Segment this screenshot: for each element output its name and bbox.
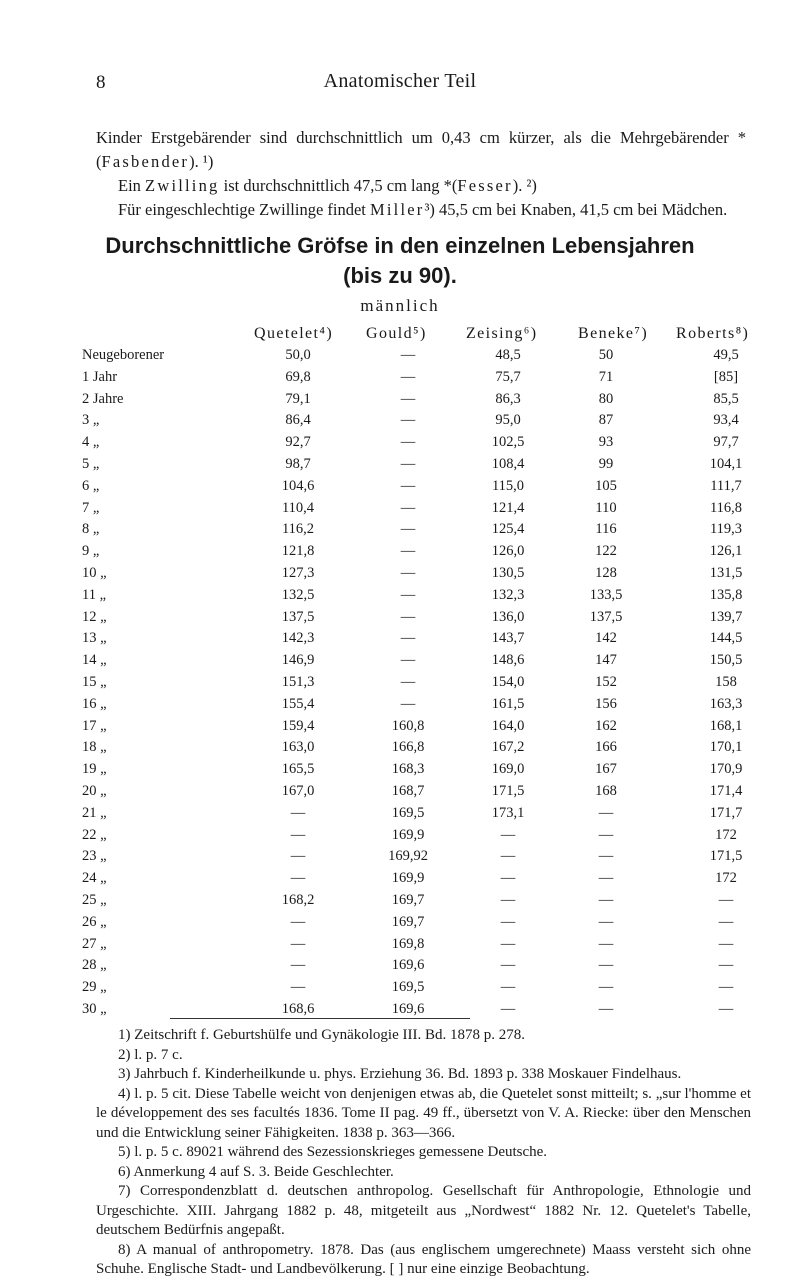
cell-zeising: 148,6	[491, 652, 525, 669]
cell-age: 29 „	[82, 979, 107, 996]
cell-quetelet: 110,4	[281, 499, 315, 516]
cell-beneke: 80	[598, 390, 614, 407]
cell-gould: —	[400, 412, 416, 429]
cell-quetelet: 92,7	[285, 434, 311, 451]
cell-quetelet: 165,5	[281, 761, 315, 778]
cell-age: 2 Jahre	[82, 390, 124, 407]
table-row	[0, 869, 800, 891]
table-row	[0, 782, 800, 804]
table-row	[0, 891, 800, 913]
cell-gould: 168,7	[391, 782, 425, 799]
table-row	[0, 804, 800, 826]
cell-roberts: 85,5	[713, 390, 739, 407]
table-row	[0, 738, 800, 760]
cell-gould: 169,6	[391, 1000, 425, 1017]
cell-zeising: —	[500, 979, 516, 996]
cell-zeising: 75,7	[495, 368, 521, 385]
cell-age: 13 „	[82, 630, 107, 647]
cell-age: 15 „	[82, 673, 107, 690]
cell-beneke: 133,5	[589, 586, 623, 603]
cell-beneke: 156	[595, 695, 617, 712]
cell-roberts: —	[718, 957, 734, 974]
cell-roberts: 139,7	[709, 608, 743, 625]
cell-gould: —	[400, 390, 416, 407]
footnote: 1) Zeitschrift f. Geburtshülfe und Gynäkologie III. Bd. 1878 p. 278.	[118, 1027, 525, 1043]
table-row	[0, 673, 800, 695]
cell-beneke: 99	[598, 455, 614, 472]
cell-quetelet: —	[290, 957, 306, 974]
page-number: 8	[96, 72, 106, 93]
cell-gould: —	[400, 673, 416, 690]
cell-gould: 169,92	[388, 848, 428, 865]
table-row	[0, 390, 800, 412]
cell-zeising: 95,0	[495, 412, 521, 429]
cell-quetelet: 127,3	[281, 564, 315, 581]
footnote: 5) l. p. 5 c. 89021 während des Sezessionskrieges gemessene Deutsche.	[118, 1144, 548, 1160]
cell-age: 18 „	[82, 739, 107, 756]
cell-gould: —	[400, 499, 416, 516]
cell-gould: 168,3	[391, 761, 425, 778]
cell-zeising: 161,5	[491, 695, 525, 712]
cell-zeising: 102,5	[491, 434, 525, 451]
cell-age: 6 „	[82, 477, 100, 494]
cell-age: 16 „	[82, 695, 107, 712]
cell-gould: 169,6	[391, 957, 425, 974]
cell-zeising: 154,0	[491, 673, 525, 690]
emphasized-term: Zwilling	[145, 176, 220, 195]
cell-zeising: 132,3	[491, 586, 525, 603]
cell-roberts: 158	[715, 673, 737, 690]
cell-zeising: —	[500, 848, 516, 865]
cell-zeising: —	[500, 891, 516, 908]
cell-gould: 166,8	[391, 739, 425, 756]
cell-gould: —	[400, 586, 416, 603]
cell-quetelet: 159,4	[281, 717, 315, 734]
table-row	[0, 826, 800, 848]
cell-zeising: 130,5	[491, 564, 525, 581]
cell-gould: —	[400, 477, 416, 494]
cell-zeising: 121,4	[491, 499, 525, 516]
cell-roberts: 126,1	[709, 543, 743, 560]
cell-quetelet: 168,2	[281, 891, 315, 908]
cell-beneke: —	[598, 848, 614, 865]
cell-gould: 169,5	[391, 979, 425, 996]
footnote: 7) Correspondenzblatt d. deutschen anthropolog. Gesellschaft für Anthropologie, Ethnologie und Urgeschichte. XIII. Jahrgang 1882 p. 48, mitgeteilt aus „Nordwest“ 1882 Nr. 12. Quetelet's Tabelle, deutschem Bedürfnis angepaßt.	[96, 1183, 751, 1238]
height-table-body	[0, 346, 800, 1022]
cell-age: 24 „	[82, 870, 107, 887]
cell-beneke: 142	[595, 630, 617, 647]
cell-roberts: 170,9	[709, 761, 743, 778]
cell-quetelet: 98,7	[285, 455, 311, 472]
table-row	[0, 760, 800, 782]
cell-gould: —	[400, 455, 416, 472]
cell-gould: 160,8	[391, 717, 425, 734]
cell-age: 3 „	[82, 412, 100, 429]
cell-beneke: 167	[595, 761, 617, 778]
footnote: 2) l. p. 7 c.	[118, 1046, 183, 1063]
cell-roberts: 144,5	[709, 630, 743, 647]
cell-zeising: 171,5	[491, 782, 525, 799]
cell-roberts: —	[718, 913, 734, 930]
cell-beneke: 168	[595, 782, 617, 799]
cell-beneke: 110	[595, 499, 617, 516]
cell-zeising: 48,5	[495, 347, 521, 363]
cell-beneke: —	[598, 826, 614, 843]
cell-beneke: 50	[598, 347, 614, 363]
cell-zeising: 115,0	[491, 477, 525, 494]
cell-age: 10 „	[82, 564, 107, 581]
cell-gould: —	[400, 695, 416, 712]
table-row	[0, 542, 800, 564]
cell-beneke: —	[598, 913, 614, 930]
table-row	[0, 651, 800, 673]
running-title: Anatomischer Teil	[323, 70, 477, 92]
cell-age: 5 „	[82, 455, 100, 472]
footnote: 6) Anmerkung 4 auf S. 3. Beide Geschlechter.	[118, 1163, 394, 1180]
cell-zeising: —	[500, 957, 516, 974]
intro-paragraph-2	[96, 174, 746, 198]
cell-age: 22 „	[82, 826, 107, 843]
footnote: 4) l. p. 5 cit. Diese Tabelle weicht von denjenigen etwas ab, die Quetelet sonst mitteilt; s. „sur l'homme et le développement des ses facultés 1836. Tome II pag. 49 ff., übersetzt von V. A. Riecke: über den Menschen und die Entwicklung seiner Fähigkeiten. 1838 p. 363—366.	[96, 1085, 751, 1141]
cell-beneke: 116	[595, 521, 617, 538]
cell-zeising: 126,0	[491, 543, 525, 560]
table-row	[0, 433, 800, 455]
cell-roberts: 119,3	[709, 521, 743, 538]
column-header-zeising: Zeising⁶)	[466, 325, 538, 342]
cell-age: 25 „	[82, 891, 107, 908]
table-row	[0, 368, 800, 390]
cell-gould: 169,9	[391, 826, 425, 843]
table-title	[0, 231, 800, 291]
cell-beneke: 137,5	[589, 608, 623, 625]
cell-age: 20 „	[82, 782, 107, 799]
page-header	[0, 8, 800, 48]
cell-quetelet: 69,8	[285, 368, 311, 385]
cell-gould: 169,7	[391, 891, 425, 908]
author-name: Fasbender	[101, 152, 190, 171]
cell-quetelet: —	[290, 913, 306, 930]
table-title-line-2: (bis zu 90).	[343, 263, 457, 288]
cell-roberts: —	[718, 935, 734, 952]
cell-gould: —	[400, 368, 416, 385]
cell-beneke: —	[598, 935, 614, 952]
cell-roberts: 131,5	[709, 564, 743, 581]
cell-age: 21 „	[82, 804, 107, 821]
intro-text-span: ). ²)	[512, 176, 537, 195]
cell-quetelet: —	[290, 935, 306, 952]
cell-quetelet: 121,8	[281, 543, 315, 560]
cell-quetelet: 168,6	[281, 1000, 315, 1017]
table-row	[0, 520, 800, 542]
cell-roberts: 97,7	[713, 434, 739, 451]
cell-gould: —	[400, 434, 416, 451]
cell-age: 9 „	[82, 543, 100, 560]
cell-quetelet: 132,5	[281, 586, 315, 603]
cell-gould: 169,9	[391, 870, 425, 887]
cell-gould: —	[400, 347, 416, 363]
cell-roberts: 168,1	[709, 717, 743, 734]
cell-zeising: 86,3	[495, 390, 521, 407]
cell-roberts: 171,4	[709, 782, 743, 799]
footnote: 8) A manual of anthropometry. 1878. Das (aus englischem umgerechnete) Maass versteht sich ohne Schuhe. Englische Stadt- und Landbevölkerung. [ ] nur eine einzige Beobachtung.	[96, 1241, 751, 1277]
cell-age: 14 „	[82, 652, 107, 669]
cell-roberts: —	[718, 1000, 734, 1017]
cell-beneke: —	[598, 1000, 614, 1017]
cell-quetelet: 167,0	[281, 782, 315, 799]
column-header-quetelet: Quetelet⁴)	[254, 325, 334, 342]
cell-age: 11 „	[82, 586, 107, 603]
table-row	[0, 455, 800, 477]
cell-roberts: 171,5	[709, 848, 743, 865]
cell-roberts: 163,3	[709, 695, 743, 712]
cell-quetelet: 137,5	[281, 608, 315, 625]
cell-age: 8 „	[82, 521, 100, 538]
table-row	[0, 978, 800, 1000]
cell-zeising: —	[500, 1000, 516, 1017]
intro-text-span: ist durchschnittlich 47,5 cm lang *(	[219, 176, 458, 195]
cell-zeising: 125,4	[491, 521, 525, 538]
column-header-roberts: Roberts⁸)	[676, 325, 750, 342]
cell-beneke: 87	[598, 412, 614, 429]
cell-age: 27 „	[82, 935, 107, 952]
cell-zeising: 108,4	[491, 455, 525, 472]
cell-roberts: —	[718, 979, 734, 996]
cell-beneke: —	[598, 804, 614, 821]
cell-beneke: —	[598, 870, 614, 887]
cell-roberts: —	[718, 891, 734, 908]
cell-beneke: 71	[598, 368, 614, 385]
cell-quetelet: 146,9	[281, 652, 315, 669]
table-row	[0, 629, 800, 651]
cell-age: 19 „	[82, 761, 107, 778]
cell-age: 4 „	[82, 434, 100, 451]
cell-beneke: 147	[595, 652, 617, 669]
table-row	[0, 411, 800, 433]
intro-text-span: Für eingeschlechtige Zwillinge findet	[118, 200, 371, 219]
cell-roberts: 172	[715, 870, 737, 887]
cell-beneke: 152	[595, 673, 617, 690]
cell-gould: 169,7	[391, 913, 425, 930]
cell-gould: —	[400, 652, 416, 669]
cell-quetelet: 142,3	[281, 630, 315, 647]
cell-quetelet: 116,2	[281, 521, 315, 538]
cell-roberts: 49,5	[713, 347, 739, 363]
cell-beneke: —	[598, 957, 614, 974]
table-row	[0, 564, 800, 586]
cell-quetelet: 155,4	[281, 695, 315, 712]
cell-roberts: 111,7	[710, 477, 742, 494]
cell-gould: 169,8	[391, 935, 425, 952]
cell-roberts: 135,8	[709, 586, 743, 603]
table-row	[0, 956, 800, 978]
cell-quetelet: —	[290, 826, 306, 843]
cell-beneke: 128	[595, 564, 617, 581]
intro-paragraph-1	[96, 126, 746, 174]
cell-roberts: 171,7	[709, 804, 743, 821]
table-row	[0, 586, 800, 608]
intro-text-span: ). ¹)	[189, 152, 214, 171]
cell-roberts: 170,1	[709, 739, 743, 756]
cell-zeising: —	[500, 870, 516, 887]
cell-zeising: —	[500, 913, 516, 930]
cell-gould: —	[400, 521, 416, 538]
cell-beneke: 105	[595, 477, 617, 494]
cell-age: 26 „	[82, 913, 107, 930]
table-row	[0, 717, 800, 739]
cell-age: 1 Jahr	[82, 368, 118, 385]
cell-roberts: [85]	[713, 368, 739, 385]
cell-age: 12 „	[82, 608, 107, 625]
table-row	[0, 847, 800, 869]
cell-zeising: —	[500, 935, 516, 952]
table-row	[0, 499, 800, 521]
cell-beneke: 166	[595, 739, 617, 756]
cell-roberts: 172	[715, 826, 737, 843]
intro-text-span: ³) 45,5 cm bei Knaben, 41,5 cm bei Mädchen.	[424, 200, 728, 219]
cell-gould: —	[400, 543, 416, 560]
cell-beneke: 93	[598, 434, 614, 451]
cell-beneke: 162	[595, 717, 617, 734]
intro-paragraph-3	[96, 198, 746, 222]
intro-text-span: Ein	[118, 176, 146, 195]
cell-zeising: 167,2	[491, 739, 525, 756]
table-row	[0, 608, 800, 630]
cell-quetelet: 50,0	[285, 347, 311, 363]
cell-gould: 169,5	[391, 804, 425, 821]
table-row	[0, 935, 800, 957]
cell-age: 28 „	[82, 957, 107, 974]
table-row	[0, 695, 800, 717]
cell-beneke: —	[598, 979, 614, 996]
cell-quetelet: 104,6	[281, 477, 315, 494]
cell-quetelet: 86,4	[285, 412, 311, 429]
cell-age: 23 „	[82, 848, 107, 865]
footnote: 3) Jahrbuch f. Kinderheilkunde u. phys. Erziehung 36. Bd. 1893 p. 338 Moskauer Findelhaus.	[118, 1066, 682, 1082]
cell-quetelet: 151,3	[281, 673, 315, 690]
table-subheading: männlich	[360, 296, 440, 315]
cell-quetelet: 163,0	[281, 739, 315, 756]
cell-quetelet: —	[290, 848, 306, 865]
cell-zeising: 169,0	[491, 761, 525, 778]
cell-age: 7 „	[82, 499, 100, 516]
cell-roberts: 116,8	[709, 499, 743, 516]
table-title-line-1: Durchschnittliche Gröfse in den einzelnen Lebensjahren	[105, 233, 695, 258]
table-row	[0, 477, 800, 499]
cell-age: 17 „	[82, 717, 107, 734]
cell-quetelet: —	[290, 804, 306, 821]
cell-roberts: 93,4	[713, 412, 739, 429]
cell-zeising: 173,1	[491, 804, 525, 821]
cell-beneke: 122	[595, 543, 617, 560]
footnote-divider	[170, 1018, 470, 1019]
cell-age: 30 „	[82, 1000, 107, 1017]
intro-text	[96, 126, 746, 222]
cell-zeising: 143,7	[491, 630, 525, 647]
cell-quetelet: —	[290, 979, 306, 996]
author-name: Fesser	[457, 176, 513, 195]
cell-quetelet: 79,1	[285, 390, 311, 407]
cell-gould: —	[400, 608, 416, 625]
table-row	[0, 913, 800, 935]
cell-gould: —	[400, 564, 416, 581]
table-row	[0, 346, 800, 368]
column-header-beneke: Beneke⁷)	[578, 325, 649, 342]
footnotes	[96, 1026, 751, 1280]
column-header-gould: Gould⁵)	[366, 325, 427, 342]
author-name: Miller	[370, 200, 425, 219]
cell-age: Neugeborener	[82, 347, 165, 363]
cell-zeising: 164,0	[491, 717, 525, 734]
cell-zeising: 136,0	[491, 608, 525, 625]
cell-beneke: —	[598, 891, 614, 908]
cell-gould: —	[400, 630, 416, 647]
cell-roberts: 150,5	[709, 652, 743, 669]
cell-quetelet: —	[290, 870, 306, 887]
cell-zeising: —	[500, 826, 516, 843]
cell-roberts: 104,1	[709, 455, 743, 472]
intro-text-span: Kinder Erstgebärender sind durchschnittlich um 0,43 cm kürzer, als die Mehrgebärender *(	[96, 128, 746, 171]
